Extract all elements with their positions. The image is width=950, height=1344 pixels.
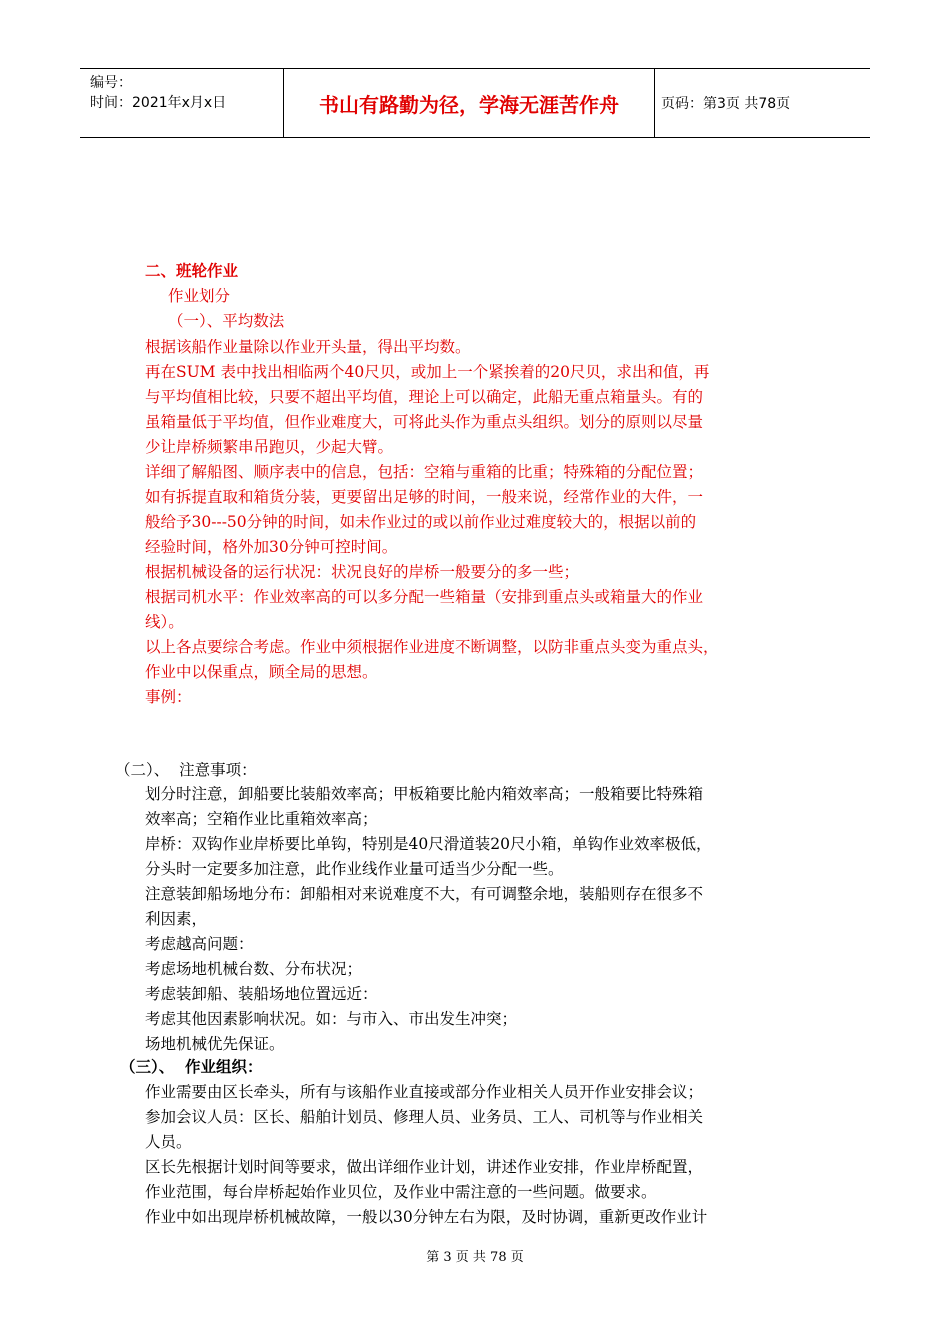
body-line: 考虑越高问题： <box>145 935 254 953</box>
body-line: 分头时一定要多加注意，此作业线作业量可适当少分配一些。 <box>145 860 564 878</box>
body-line: 考虑场地机械台数、分布状况； <box>145 960 363 978</box>
body-line: 经验时间，格外加30分钟可控时间。 <box>145 538 398 556</box>
number-label: 编号： <box>90 75 132 91</box>
header-motto: 书山有路勤为径，学海无涯苦作舟 <box>284 69 655 137</box>
body-line: 岸桥：双钩作业岸桥要比单钩，特别是40尺滑道装20尺小箱，单钩作业效率极低， <box>145 835 712 853</box>
body-line: 少让岸桥频繁串吊跑贝，少起大臂。 <box>145 438 394 456</box>
body-line: 划分时注意，卸船要比装船效率高；甲板箱要比舱内箱效率高；一般箱要比特殊箱 <box>145 785 704 803</box>
body-line: 如有拆提直取和箱货分装，更要留出足够的时间，一般来说，经常作业的大件，一 <box>145 488 704 506</box>
subsection-heading: （一）、平均数法 <box>168 312 285 330</box>
subsection-heading: （三）、 作业组织： <box>120 1058 263 1076</box>
body-line: 再在SUM 表中找出相临两个40尺贝，或加上一个紧挨着的20尺贝，求出和值，再 <box>145 363 710 381</box>
subsection-body <box>145 782 865 1057</box>
body-line: 事例： <box>145 688 192 706</box>
date-label: 时间：2021年x月x日 <box>90 95 227 111</box>
body-line: 作业需要由区长牵头，所有与该船作业直接或部分作业相关人员开作业安排会议； <box>145 1083 704 1101</box>
body-line: 详细了解船图、顺序表中的信息，包括：空箱与重箱的比重；特殊箱的分配位置； <box>145 463 704 481</box>
body-line: 以上各点要综合考虑。作业中须根据作业进度不断调整，以防非重点头变为重点头， <box>145 638 719 656</box>
body-line: 参加会议人员：区长、船舶计划员、修理人员、业务员、工人、司机等与作业相关 <box>145 1108 704 1126</box>
body-line: 虽箱量低于平均值，但作业难度大，可将此头作为重点头组织。划分的原则以尽量 <box>145 413 704 431</box>
body-line: 注意装卸船场地分布：卸船相对来说难度不大，有可调整余地，装船则存在很多不 <box>145 885 704 903</box>
body-line: 根据司机水平：作业效率高的可以多分配一些箱量（安排到重点头或箱量大的作业 <box>145 588 704 606</box>
body-line: 般给予30---50分钟的时间，如未作业过的或以前作业过难度较大的，根据以前的 <box>145 513 697 531</box>
page-header <box>80 68 870 138</box>
header-meta <box>80 69 284 137</box>
body-line: 考虑装卸船、装船场地位置远近： <box>145 985 378 1003</box>
section-title: 二、班轮作业 <box>145 262 239 280</box>
body-line: 区长先根据计划时间等要求，做出详细作业计划，讲述作业安排，作业岸桥配置， <box>145 1158 704 1176</box>
body-line: 线）。 <box>145 613 184 631</box>
body-line: 作业中如出现岸桥机械故障，一般以30分钟左右为限，及时协调，重新更改作业计 <box>145 1208 708 1226</box>
header-page-info: 页码：第3页 共78页 <box>661 96 791 112</box>
body-line: 根据机械设备的运行状况：状况良好的岸桥一般要分的多一些； <box>145 563 580 581</box>
subsection-body <box>145 1080 865 1230</box>
body-line: 效率高；空箱作业比重箱效率高； <box>145 810 378 828</box>
body-line: 作业中以保重点，顾全局的思想。 <box>145 663 378 681</box>
subsection-heading: （二）、 注意事项： <box>115 761 257 779</box>
page-footer: 第 3 页 共 78 页 <box>426 1250 524 1265</box>
body-line: 场地机械优先保证。 <box>145 1035 285 1053</box>
body-line: 与平均值相比较，只要不超出平均值，理论上可以确定，此船无重点箱量头。有的 <box>145 388 704 406</box>
section-body <box>145 335 865 710</box>
body-line: 考虑其他因素影响状况。如：与市入、市出发生冲突； <box>145 1010 518 1028</box>
section-subtitle: 作业划分 <box>168 287 231 305</box>
body-line: 人员。 <box>145 1133 192 1151</box>
body-line: 根据该船作业量除以作业开头量，得出平均数。 <box>145 338 471 356</box>
body-line: 利因素， <box>145 910 208 928</box>
body-line: 作业范围，每台岸桥起始作业贝位，及作业中需注意的一些问题。做要求。 <box>145 1183 657 1201</box>
